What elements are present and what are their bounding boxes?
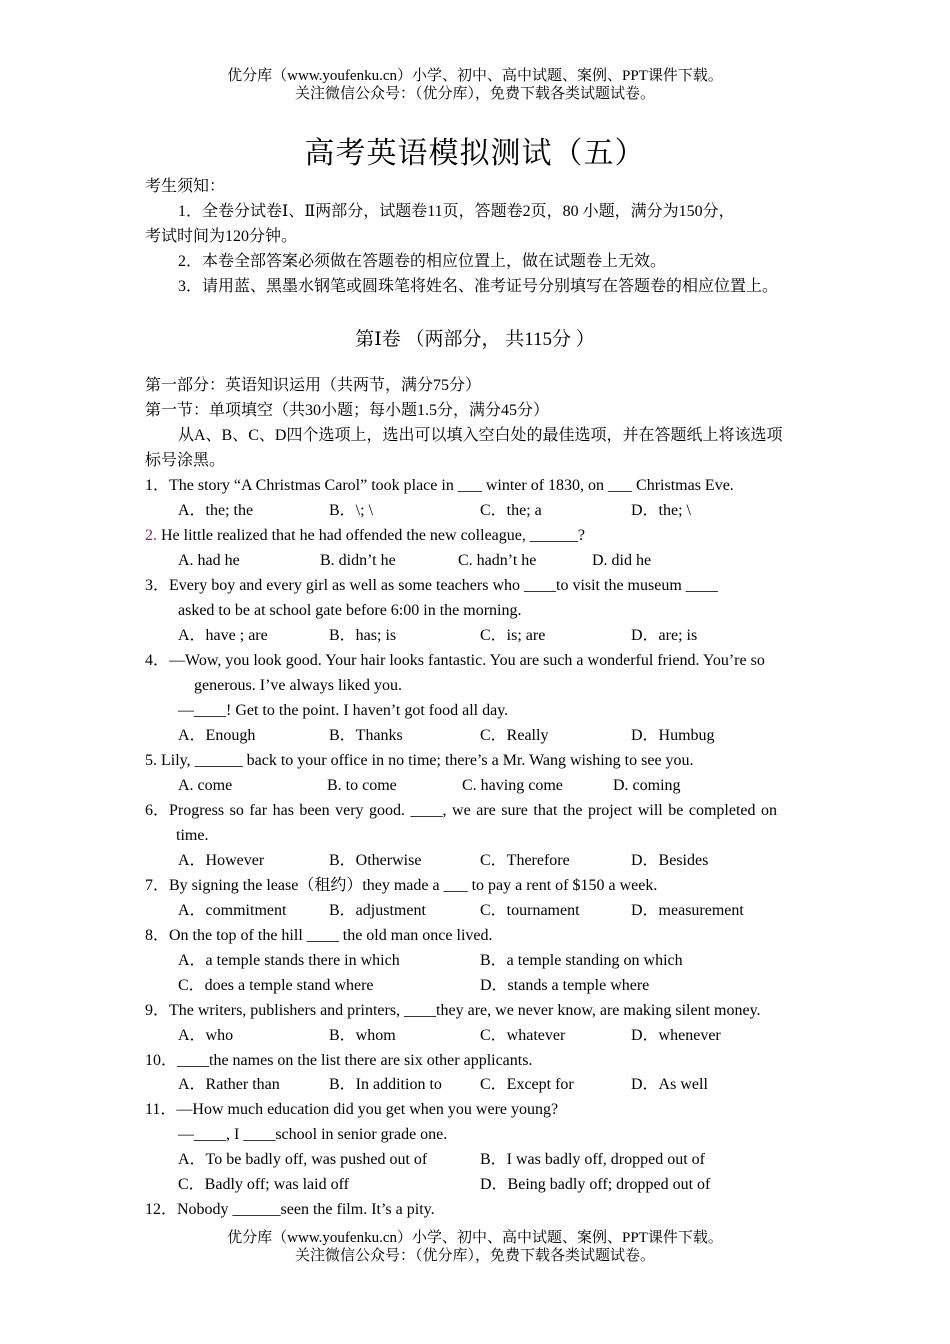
part1-subheading: 第一节：单项填空（共30小题；每小题1.5分，满分45分）: [145, 402, 550, 419]
option-c: C．Except for: [480, 1076, 574, 1093]
question-6-stem: 6．Progress so far has been very good. ____, we are sure that the project will be completed on: [145, 802, 777, 819]
option-a: A．Rather than: [178, 1076, 280, 1093]
option-c: C．Badly off; was laid off: [178, 1176, 349, 1193]
question-11-reply: —____, I ____school in senior grade one.: [178, 1126, 448, 1143]
option-a: A．who: [178, 1027, 234, 1044]
question-9-stem: 9．The writers, publishers and printers, ____they are, we never know, are making silent money.: [145, 1002, 761, 1019]
option-c: C．Really: [480, 727, 549, 744]
question-2-stem: [145, 526, 810, 546]
option-a: A．the; the: [178, 502, 254, 519]
option-b: B．Otherwise: [329, 852, 422, 869]
option-b: B．adjustment: [329, 902, 426, 919]
option-b: B．whom: [329, 1027, 396, 1044]
option-b: B．Thanks: [329, 727, 403, 744]
option-c: C. hadn’t he: [458, 552, 537, 569]
question-4-stem: 4．—Wow, you look good. Your hair looks fantastic. You are such a wonderful friend. You’re so: [145, 652, 765, 669]
option-c: C．is; are: [480, 627, 546, 644]
option-c: C．the; a: [480, 502, 542, 519]
question-2-number: 2.: [145, 527, 157, 544]
option-a: A. had he: [178, 552, 240, 569]
notice-item-1: 1．全卷分试卷Ⅰ、Ⅱ两部分，试题卷11页，答题卷2页，80 小题，满分为150分，: [178, 203, 735, 220]
part1-heading: 第一部分：英语知识运用（共两节，满分75分）: [145, 377, 482, 394]
notice-item-3: 3．请用蓝、黑墨水钢笔或圆珠笔将姓名、准考证号分别填写在答题卷的相应位置上。: [178, 278, 779, 295]
question-4-reply: —____! Get to the point. I haven’t got food all day.: [178, 702, 509, 719]
option-a: A．However: [178, 852, 265, 869]
option-d: D．As well: [631, 1076, 708, 1093]
exam-title: 高考英语模拟测试（五）: [304, 136, 646, 171]
option-a: A. come: [178, 777, 233, 794]
question-4-stem-cont: generous. I’ve always liked you.: [194, 677, 402, 694]
option-b: B．In addition to: [329, 1076, 442, 1093]
part1-instructions: 从A、B、C、D四个选项上，选出可以填入空白处的最佳选项，并在答题纸上将该选项: [178, 427, 783, 444]
header-line-2: 关注微信公众号：（优分库），免费下载各类试题试卷。: [294, 86, 655, 102]
option-a: A．have ; are: [178, 627, 268, 644]
option-d: D．the; \: [631, 502, 691, 519]
option-b: B. to come: [327, 777, 397, 794]
question-3-stem: 3．Every boy and every girl as well as some teachers who ____to visit the museum ____: [145, 577, 718, 594]
option-c: C．does a temple stand where: [178, 977, 374, 994]
page-header: [0, 67, 950, 103]
option-b: B. didn’t he: [320, 552, 396, 569]
question-5-stem: 5. Lily, ______ back to your office in no time; there’s a Mr. Wang wishing to see you.: [145, 752, 694, 769]
footer-line-2: 关注微信公众号：（优分库），免费下载各类试题试卷。: [294, 1248, 655, 1264]
section-title: 第Ⅰ卷 （两部分， 共115分 ）: [355, 329, 595, 350]
question-7-stem: 7．By signing the lease（租约）they made a ___ to pay a rent of $150 a week.: [145, 877, 658, 894]
notice-item-1-cont: 考试时间为120分钟。: [145, 228, 298, 245]
option-a: A．a temple stands there in which: [178, 952, 400, 969]
option-d: D. did he: [592, 552, 652, 569]
question-12-stem: 12．Nobody ______seen the film. It’s a pity.: [145, 1201, 435, 1218]
option-a: A．To be badly off, was pushed out of: [178, 1151, 428, 1168]
footer-line-1: 优分库（www.youfenku.cn）小学、初中、高中试题、案例、PPT课件下载。: [227, 1230, 723, 1246]
header-line-1: 优分库（www.youfenku.cn）小学、初中、高中试题、案例、PPT课件下载。: [227, 68, 723, 84]
question-10-stem: 10．____the names on the list there are six other applicants.: [145, 1052, 533, 1069]
option-d: D．whenever: [631, 1027, 721, 1044]
option-c: C. having come: [462, 777, 563, 794]
option-d: D．measurement: [631, 902, 744, 919]
option-c: C．tournament: [480, 902, 580, 919]
option-d: D．Being badly off; dropped out of: [480, 1176, 711, 1193]
option-c: C．whatever: [480, 1027, 566, 1044]
question-11-stem: 11．—How much education did you get when you were young?: [145, 1101, 559, 1118]
option-b: B．\; \: [329, 502, 374, 519]
option-d: D. coming: [613, 777, 681, 794]
question-2-text: He little realized that he had offended the new colleague, ______?: [157, 527, 585, 544]
option-d: D．stands a temple where: [480, 977, 650, 994]
option-c: C．Therefore: [480, 852, 570, 869]
option-b: B．a temple standing on which: [480, 952, 683, 969]
question-8-stem: 8．On the top of the hill ____ the old man once lived.: [145, 927, 493, 944]
option-d: D．Humbug: [631, 727, 715, 744]
option-d: D．are; is: [631, 627, 698, 644]
part1-instructions-cont: 标号涂黑。: [145, 452, 226, 469]
option-a: A．commitment: [178, 902, 287, 919]
notice-heading: 考生须知：: [145, 178, 226, 195]
question-6-stem-cont: time.: [176, 827, 209, 844]
option-d: D．Besides: [631, 852, 709, 869]
option-b: B．has; is: [329, 627, 397, 644]
page-footer: [0, 1229, 950, 1265]
notice-item-2: 2．本卷全部答案必须做在答题卷的相应位置上，做在试题卷上无效。: [178, 253, 667, 270]
option-a: A．Enough: [178, 727, 256, 744]
question-1-stem: 1．The story “A Christmas Carol” took place in ___ winter of 1830, on ___ Christmas Eve.: [145, 477, 734, 494]
question-3-stem-cont: asked to be at school gate before 6:00 in the morning.: [178, 602, 522, 619]
option-b: B．I was badly off, dropped out of: [480, 1151, 706, 1168]
